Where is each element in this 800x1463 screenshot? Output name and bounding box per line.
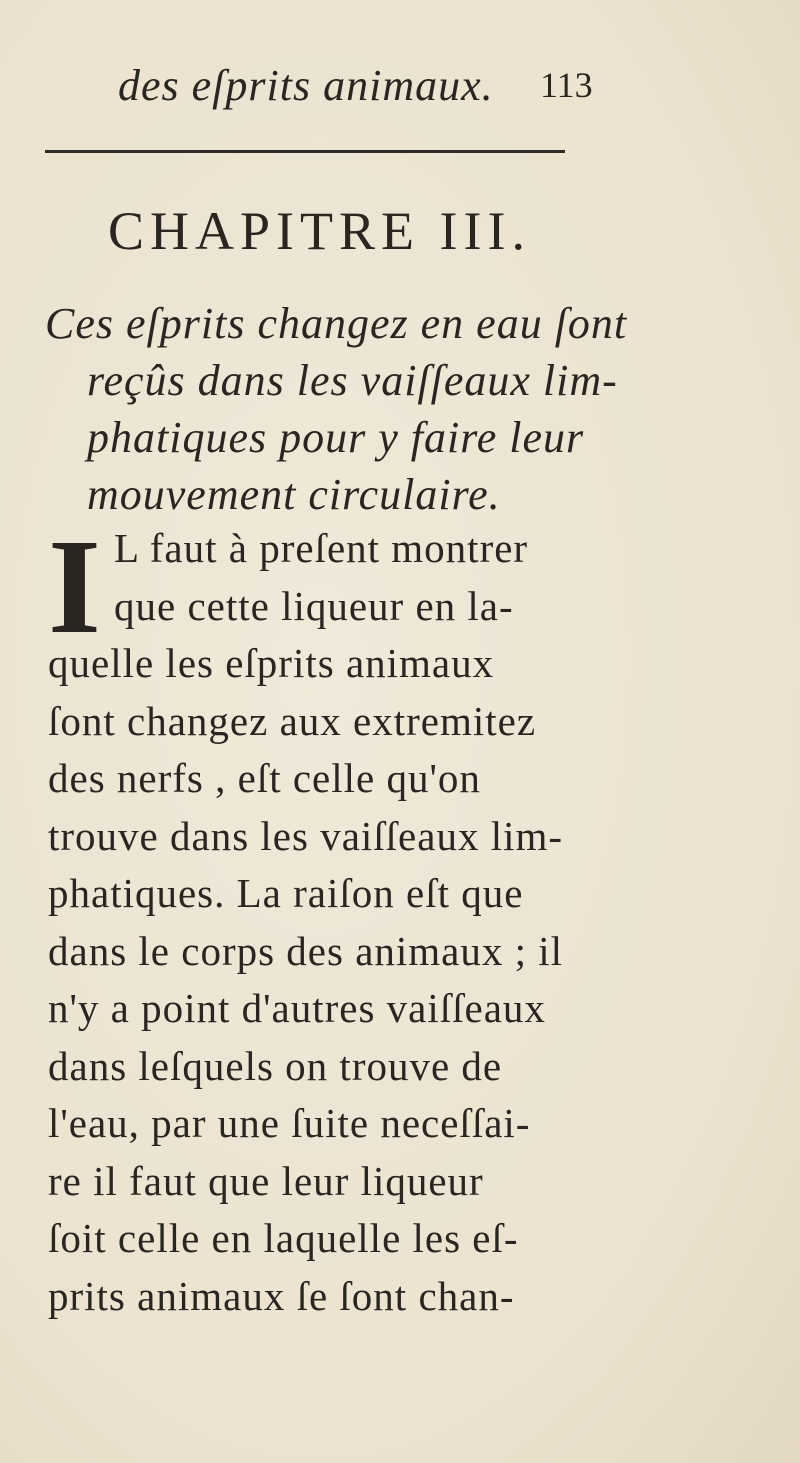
header-rule: [45, 150, 565, 153]
summary-line: Ces eſprits changez en eau ſont: [45, 299, 628, 348]
body-line: quelle les eſprits animaux: [48, 640, 495, 686]
summary-line: phatiques pour y faire leur: [87, 413, 585, 462]
body-line: ſont changez aux extremitez: [48, 697, 537, 744]
chapter-summary: [45, 295, 645, 523]
body-line: que cette liqueur en la-: [114, 582, 514, 629]
drop-cap: I: [48, 512, 101, 662]
summary-line: mouvement circulaire.: [87, 470, 501, 519]
body-line: L faut à preſent montrer: [114, 525, 529, 571]
body-line: dans leſquels on trouve de: [48, 1042, 503, 1089]
summary-line: reçûs dans les vaiſſeaux lim-: [87, 356, 618, 405]
running-head-title: des eſprits animaux.: [118, 61, 494, 110]
body-line: des nerfs , eſt celle qu'on: [48, 755, 481, 801]
body-line: n'y a point d'autres vaiſſeaux: [48, 985, 546, 1031]
running-head: [0, 60, 800, 120]
body-text: [48, 512, 648, 1325]
body-line: l'eau, par une ſuite neceſſai-: [48, 1100, 531, 1146]
body-line: re il faut que leur liqueur: [48, 1157, 484, 1204]
body-line: ſoit celle en laquelle les eſ-: [48, 1215, 519, 1261]
body-line: prits animaux ſe ſont chan-: [48, 1272, 515, 1319]
page-number: 113: [540, 65, 593, 105]
body-line: dans le corps des animaux ; il: [48, 927, 564, 974]
body-line: phatiques. La raiſon eſt que: [48, 870, 524, 916]
chapter-heading: CHAPITRE III.: [108, 201, 531, 261]
body-line: trouve dans les vaiſſeaux lim-: [48, 812, 564, 859]
